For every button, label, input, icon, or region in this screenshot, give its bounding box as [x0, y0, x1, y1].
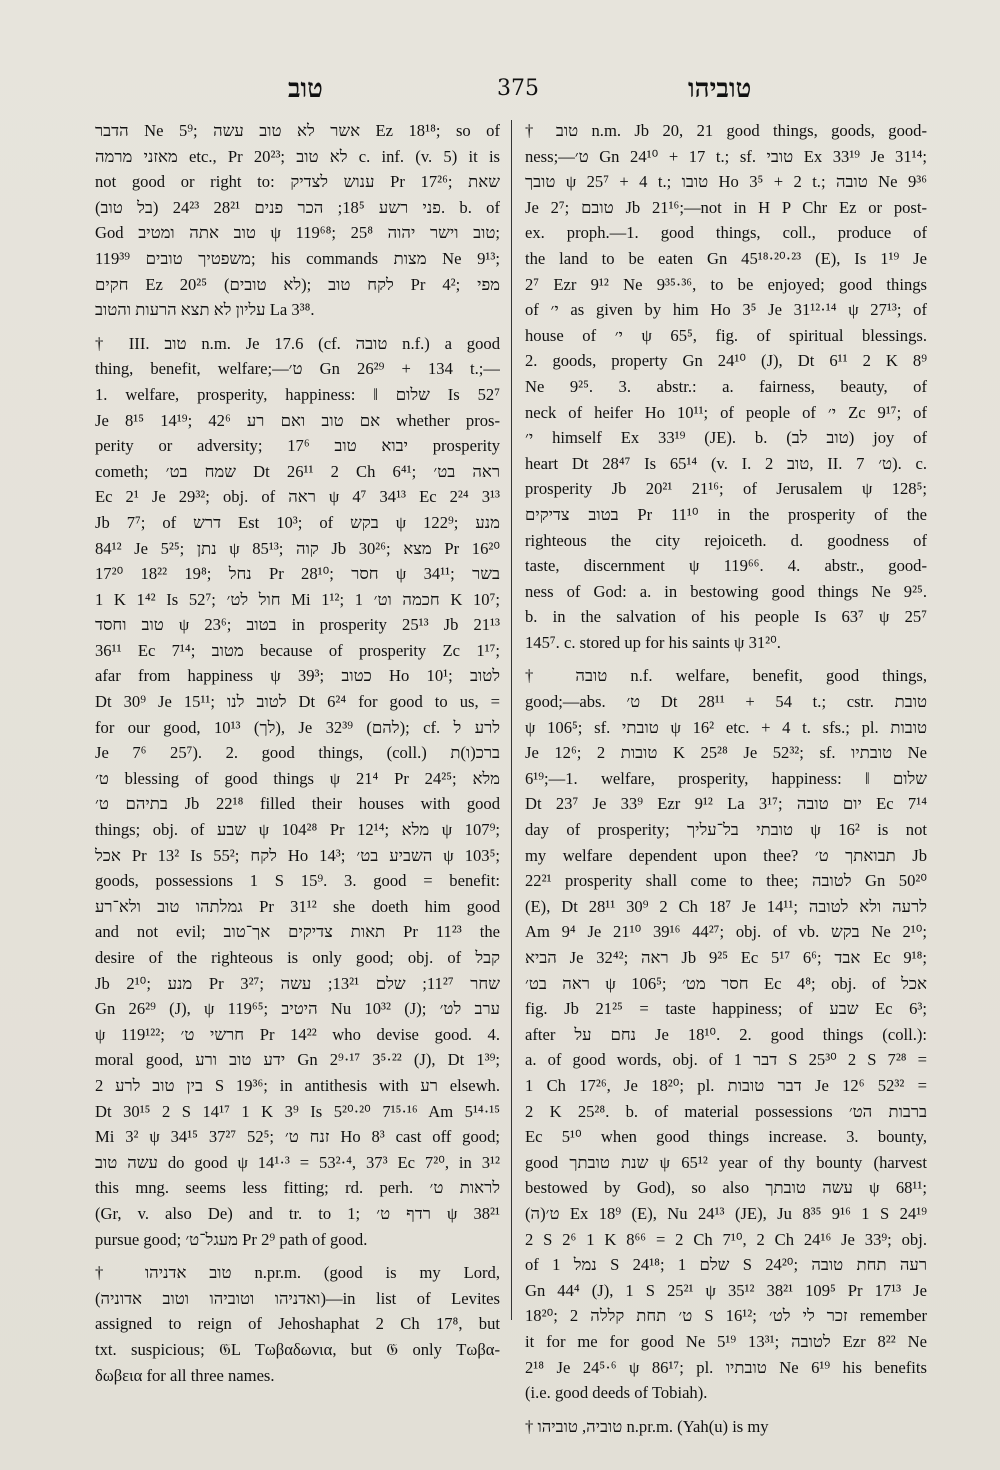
entry-line: Je 7⁶ 25⁷). 2. good things, (coll.) ברכ(ו)ת: [95, 743, 500, 763]
entry-line: house of י׳ ψ 65⁵, fig. of spiritual blessings.: [525, 325, 927, 345]
entry-line: cometh; שמח בט׳ Dt 26¹¹ 2 Ch 6⁴¹; ראה בט׳: [95, 461, 500, 481]
entry-line: things; obj. of שבע ψ 104²⁸ Pr 12¹⁴; מלא ψ 107⁹;: [95, 820, 500, 840]
entry-line: day of prosperity; טובתי בל־עליך ψ 16² is not: [525, 820, 927, 840]
entry-line: 18²⁰; ט׳ תחת קללה 2 S 16¹²; זכר לי לט׳ remember: [525, 1306, 927, 1326]
entry-line: פני רשע 18⁵; הכר פנים 28²¹ 24²³ (בל טוב). b. of: [95, 197, 500, 217]
entry-line: Mi 3² ψ 34¹⁵ 37²⁷ 52⁵; זנח ט׳ Ho 8³ cast off good;: [95, 1127, 500, 1147]
entry-line: pursue good; מעגל־ט׳ Pr 2⁹ path of good.: [95, 1229, 368, 1249]
entry-line: of נמל 1 S 24¹⁸; שלם 1 S 24²⁰; רעה תחת טובה: [525, 1255, 927, 1275]
entry-line: goods, possessions 1 S 15⁹. 3. good = benefit:: [95, 871, 500, 891]
entry-line: my welfare dependent upon thee? תבואתך ט׳ Jb: [525, 845, 927, 865]
entry-line: desire of the righteous is only good; obj. of קבל: [95, 948, 500, 967]
entry-line: 22²¹ prosperity shall come to thee; לטובה Gn 50²⁰: [525, 871, 927, 891]
entry-line: משפטיך טובים 119³⁹; his commands מצות Ne 9¹³;: [95, 248, 500, 268]
entry-line: (ה)ט׳ Ex 18⁹ (E), Nu 24¹³ (JE), Ju 8³⁵ 9¹⁶ 1 S 24¹⁹: [525, 1203, 927, 1223]
entry-line: עשה טוב do good ψ 14¹·³ = 53²·⁴, 37³ Ec 7²⁰, in 3¹²: [95, 1152, 500, 1172]
entry-line: ness of God: a. in bestowing good things Ne 9²⁵.: [525, 581, 927, 601]
running-head-left: טוב: [288, 74, 323, 104]
entry-line: of י׳ as given by him Ho 3⁵ Je 31¹²·¹⁴ ψ 27¹³; of: [525, 300, 927, 320]
entry-line: (ואדניהו וטוביהו וטוב אדוניה)—in list of Levites: [95, 1288, 500, 1308]
entry-line: 2 S 2⁶ 1 K 8⁶⁶ = 2 Ch 7¹⁰, 2 Ch 24¹⁶ Je 33⁹; obj.: [525, 1229, 927, 1249]
entry-line: י׳ himself Ex 33¹⁹ (JE). b. (טוב לב) joy of: [525, 428, 927, 448]
dictionary-entry: [95, 1260, 500, 1388]
column-divider: [511, 120, 512, 1320]
entry-line: Jb 2¹⁰; מנע Pr 3²⁷; שחר 11²⁷; שלם 13²¹; עשה: [95, 973, 500, 993]
entry-line: for our good, 10¹³ (לך), Je 32³⁹ (להם); cf. לרע ל: [95, 717, 500, 737]
entry-line: 2 K 25²⁸. b. of material possessions ברבות הט׳: [525, 1101, 927, 1121]
entry-line: perity or adversity; יבוא טוב 17⁶ prosperity: [95, 436, 500, 456]
dictionary-entry: [95, 331, 500, 1252]
entry-line: fig. Jb 21²⁵ = taste happiness; of שבע Ec 6³;: [525, 999, 927, 1019]
entry-line: בין טוב לרע 2 S 19³⁶; in antithesis with רע elsewh.: [95, 1075, 500, 1095]
entry-line: ψ 106⁵; sf. טובתי ψ 16² etc. + 4 t. sfs.; pl. טובות: [525, 717, 927, 737]
entry-line: חקים Ez 20²⁵ (לא טובים); לקח טוב Pr 4²; מפי: [95, 274, 500, 294]
entry-line: טוב וחסד ψ 23⁶; בטוב in prosperity 25¹³ Jb 21¹³: [95, 615, 500, 635]
dictionary-entry: [525, 118, 927, 655]
entry-line: הדבר Ne 5⁹; אשר לא טוב עשה Ez 18¹⁸; so of: [95, 121, 500, 140]
entry-line: thing, benefit, welfare;—ט׳ Gn 26²⁹ + 134 t.;—: [95, 359, 500, 379]
entry-line: Je 2⁷; טובם Jb 21¹⁶;—not in H P Chr Ez or post-: [525, 197, 927, 217]
entry-line: 145⁷. c. stored up for his saints ψ 31²⁰.: [525, 632, 781, 652]
entry-line: גמלתהו טוב ולא־רע Pr 31¹² she doeth him good: [95, 896, 500, 916]
entry-line: Je 8¹⁵ 14¹⁹; אם טוב ואם רע 42⁶ whether pros-: [95, 410, 500, 430]
entry-line: ט׳ blessing of good things ψ 21⁴ Pr 24²⁵; מלא: [95, 768, 500, 788]
entry-line: it for me for good Ne 5¹⁹ 13³¹; לטובה Ezr 8²² Ne: [525, 1331, 927, 1351]
entry-line: the land to be eaten Gn 45¹⁸·²⁰·²³ (E), Is 1¹⁹ Je: [525, 248, 927, 268]
entry-line: neck of heifer Ho 10¹¹; of people of י׳ Zc 9¹⁷; of: [525, 402, 927, 422]
entry-line: bestowed by God), so also עשה טובתך ψ 68¹¹;: [525, 1178, 927, 1198]
entry-line: this mng. seems less fitting; rd. perh. לראות ט׳: [95, 1178, 500, 1198]
entry-line: אכל Pr 13² Is 55²; לקח Ho 14³; השביע בט׳ ψ 103⁵;: [95, 845, 500, 865]
entry-line: Am 9⁴ Je 21¹⁰ 39¹⁶ 44²⁷; obj. of vb. בקש Ne 2¹⁰;: [525, 922, 927, 942]
dictionary-entry: [525, 1414, 927, 1440]
entry-line: הביא Je 32⁴²; ראה Jb 9²⁵ Ec 5¹⁷ 6⁶; אבד Ec 9¹⁸;: [525, 948, 927, 967]
entry-line: Jb 7⁷; of דרש Est 10³; of בקש ψ 122⁹; מנע: [95, 512, 500, 532]
entry-line: (Gr, v. also De) and tr. to 1; רדף ט׳ ψ 38²¹: [95, 1203, 500, 1223]
entry-line: δωβεια for all three names.: [95, 1365, 275, 1385]
dictionary-entry: [525, 663, 927, 1405]
entry-line: בתיהם ט׳ Jb 22¹⁸ filled their houses with good: [95, 794, 500, 814]
entry-line: Ec 2¹ Je 29³²; obj. of ראה ψ 4⁷ 34¹³ Ec 2²⁴ 3¹³: [95, 487, 500, 507]
entry-line: מאזני מרמה etc., Pr 20²³; לא טוב c. inf. (v. 5) it is: [95, 146, 500, 166]
entry-line: 2⁷ Ezr 9¹² Ne 9³⁵·³⁶, to be enjoyed; good things: [525, 274, 927, 294]
entry-line: 1. welfare, prosperity, happiness: ‖ שלום Is 52⁷: [95, 384, 500, 404]
entry-line: 1 K 1⁴² Is 52⁷; חול לט׳ Mi 1¹²; חכמה וט׳ 1 K 10⁷;: [95, 589, 500, 609]
entry-line: taste, discernment ψ 119⁶⁶. 4. abstr., good-: [525, 556, 927, 576]
entry-line: Je 12⁶; טובות 2 K 25²⁸ Je 52³²; sf. טובתיו Ne: [525, 743, 927, 763]
entry-line: moral good, ידע טוב ורע Gn 2⁹·¹⁷ 3⁵·²² (J), Dt 1³⁹;: [95, 1050, 500, 1070]
entry-line: ex. proph.—1. good things, coll., produce of: [525, 223, 927, 243]
entry-line: Dt 30⁹ Je 15¹¹; לטוב לנו Dt 6²⁴ for good to us, =: [95, 692, 500, 712]
entry-line: after נחם על Je 18¹⁰. 2. good things (coll.):: [525, 1024, 927, 1044]
entry-line: not good or right to: ענוש לצדיק Pr 17²⁶; שאת: [95, 172, 500, 192]
right-column: [525, 118, 927, 1447]
entry-line: b. in the salvation of his people Is 63⁷ ψ 25⁷: [525, 607, 927, 627]
entry-line: good שנת טובתך ψ 65¹² year of thy bounty (harvest: [525, 1152, 927, 1172]
entry-line: 2¹⁸ Je 24⁵·⁶ ψ 86¹⁷; pl. טובתיו Ne 6¹⁹ his benefits: [525, 1357, 927, 1377]
dictionary-entry: [95, 118, 500, 323]
entry-line: good;—abs. ט׳ Dt 28¹¹ + 54 t.; cstr. טובת: [525, 692, 927, 712]
entry-line: Ec 5¹⁰ when good things increase. 3. bounty,: [525, 1127, 927, 1147]
page-number: 375: [497, 76, 539, 101]
entry-line: assigned to reign of Jehoshaphat 2 Ch 17⁸, but: [95, 1314, 500, 1334]
entry-line: 2. goods, property Gn 24¹⁰ (J), Dt 6¹¹ 2 K 8⁹: [525, 351, 927, 371]
entry-line: God טוב אתה ומטיב ψ 119⁶⁸; טוב וישר יהוה 25⁸;: [95, 223, 500, 243]
entry-line: ראה בט׳ ψ 106⁵; חסר מט׳ Ec 4⁸; obj. of אכל: [525, 973, 927, 993]
entry-line: ψ 119¹²²; חרשי ט׳ Pr 14²² who devise good. 4.: [95, 1024, 500, 1044]
entry-line: † טובה n.f. welfare, benefit, good things,: [525, 666, 927, 686]
entry-line: and not evil; תאות צדיקים אך־טוב Pr 11²³ the: [95, 922, 500, 942]
entry-line: Gn 26²⁹ (J), ψ 119⁶⁵; היטיב Nu 10³² (J); ערב לט׳: [95, 999, 500, 1019]
entry-line: עליון לא תצא הרעות והטוב La 3³⁸.: [95, 300, 315, 320]
entry-line: righteous the city rejoiceth. d. goodness of: [525, 530, 927, 550]
entry-line: a. of good words, obj. of דבר 1 S 25³⁰ 2 S 7²⁸ =: [525, 1050, 927, 1070]
entry-line: 1 Ch 17²⁶, Je 18²⁰; pl. דבר טובות Je 12⁶ 52³² =: [525, 1075, 927, 1095]
running-head-right: טוביהו: [688, 74, 752, 104]
entry-line: † טוביה, טוביהו n.pr.m. (Yah(u) is my: [525, 1416, 769, 1436]
left-column: [95, 118, 500, 1396]
entry-line: prosperity Jb 20²¹ 21¹⁶; of Jerusalem ψ 128⁵;: [525, 479, 927, 499]
entry-line: 84¹² Je 5²⁵; נתן ψ 85¹³; קוה Jb 30²⁶; מצא Pr 16²⁰: [95, 538, 500, 558]
entry-line: † טוב n.m. Jb 20, 21 good things, goods, good-: [525, 121, 927, 140]
entry-line: 36¹¹ Ec 7¹⁴; מטוב because of prosperity Zc 1¹⁷;: [95, 640, 500, 660]
entry-line: Gn 44⁴ (J), 1 S 25²¹ ψ 35¹² 38²¹ 109⁵ Pr 17¹³ Je: [525, 1280, 927, 1300]
entry-line: † III. טוב n.m. Je 17.6 (cf. טובה n.f.) a good: [95, 333, 500, 353]
entry-line: heart Dt 28⁴⁷ Is 65¹⁴ (v. I. טוב 2, II. ט׳ 7). c.: [525, 453, 927, 473]
entry-line: txt. suspicious; 𝔊L Τωβαδωνια, but 𝔊 only Τωβα-: [95, 1339, 500, 1359]
entry-line: 17²⁰ 18²² 19⁸; נחל Pr 28¹⁰; חסר ψ 34¹¹; בשר: [95, 564, 500, 584]
entry-line: ness;—ט׳ Gn 24¹⁰ + 17 t.; sf. טובי Ex 33¹⁹ Je 31¹⁴;: [525, 146, 927, 166]
entry-line: 6¹⁹;—1. welfare, prosperity, happiness: ‖ שלום: [525, 768, 927, 788]
entry-line: Dt 23⁷ Je 33⁹ Ezr 9¹² La 3¹⁷; יום טובה Ec 7¹⁴: [525, 794, 927, 814]
entry-line: afar from happiness ψ 39³; כטוב Ho 10¹; לטוב: [95, 666, 500, 686]
entry-line: טובך ψ 25⁷ + 4 t.; טובו Ho 3⁵ + 2 t.; טובה Ne 9³⁶: [525, 172, 927, 192]
entry-line: Dt 30¹⁵ 2 S 14¹⁷ 1 K 3⁹ Is 5²⁰·²⁰ 7¹⁵·¹⁶ Am 5¹⁴·¹⁵: [95, 1101, 500, 1121]
entry-line: (i.e. good deeds of Tobiah).: [525, 1383, 708, 1403]
entry-line: Ne 9²⁵. 3. abstr.: a. fairness, beauty, of: [525, 376, 927, 396]
entry-line: בטוב צדיקים Pr 11¹⁰ in the prosperity of the: [525, 504, 927, 524]
entry-line: (E), Dt 28¹¹ 30⁹ 2 Ch 18⁷ Je 14¹¹; לרעה ולא לטובה: [525, 896, 927, 916]
entry-line: † טוב אדניהו n.pr.m. (good is my Lord,: [95, 1263, 500, 1283]
